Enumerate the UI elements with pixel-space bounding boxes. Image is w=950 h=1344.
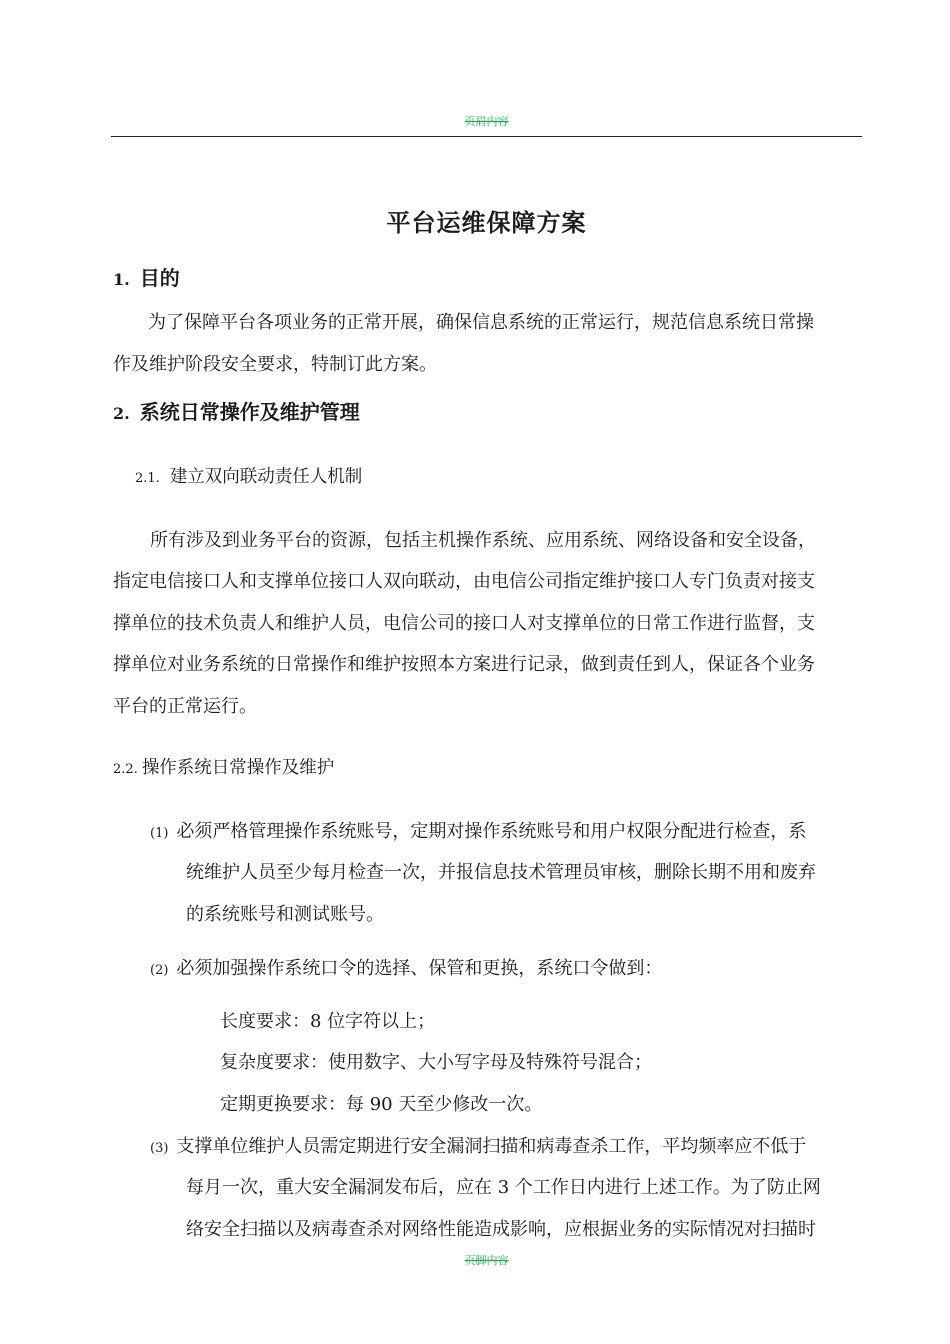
subsection-2-1-title: 建立双向联动责任人机制 — [169, 467, 363, 487]
subsection-2-1-line-1: 所有涉及到业务平台的资源，包括主机操作系统、应用系统、网络设备和安全设备， — [150, 530, 816, 551]
subsection-2-1-number: 2.1. — [135, 471, 160, 486]
section-1-line-2: 作及维护阶段安全要求，特制订此方案。 — [113, 354, 437, 375]
item-2-req-complexity: 复杂度要求：使用数字、大小写字母及特殊符号混合； — [220, 1052, 652, 1073]
subsection-2-2-title: 操作系统日常操作及维护 — [141, 758, 335, 778]
header-mark: 页眉内容 — [464, 115, 509, 128]
item-2-req-length: 长度要求：8 位字符以上； — [220, 1011, 436, 1032]
header-rule — [111, 136, 862, 137]
item-1-line-2: 统维护人员至少每月检查一次，并报信息技术管理员审核，删除长期不用和废弃 — [186, 862, 816, 883]
item-2-line — [150, 954, 662, 980]
section-1-line-1: 为了保障平台各项业务的正常开展，确保信息系统的正常运行，规范信息系统日常操 — [148, 312, 814, 333]
section-2-title: 系统日常操作及维护管理 — [139, 400, 360, 424]
section-1-heading — [113, 262, 180, 291]
item-2-req-rotation: 定期更换要求：每 90 天至少修改一次。 — [220, 1094, 543, 1115]
subsection-2-1-line-4: 撑单位对业务系统的日常操作和维护按照本方案进行记录，做到责任到人，保证各个业务 — [113, 654, 815, 675]
item-1-line-3: 的系统账号和测试账号。 — [186, 904, 384, 925]
item-2-number: (2) — [150, 963, 169, 978]
section-2-number: 2. — [113, 404, 130, 423]
item-1-line-1 — [150, 817, 806, 843]
item-3-line-2: 每月一次，重大安全漏洞发布后，应在 3 个工作日内进行上述工作。为了防止网 — [186, 1177, 821, 1198]
item-2-text: 必须加强操作系统口令的选择、保管和更换，系统口令做到： — [176, 958, 663, 979]
section-1-number: 1. — [113, 270, 130, 289]
document-title: 平台运维保障方案 — [386, 209, 587, 237]
subsection-2-1-line-3: 撑单位的技术负责人和维护人员，电信公司的接口人对支撑单位的日常工作进行监督，支 — [113, 613, 815, 634]
item-3-line-3: 络安全扫描以及病毒查杀对网络性能造成影响，应根据业务的实际情况对扫描时 — [186, 1219, 816, 1240]
subsection-2-1-line-2: 指定电信接口人和支撑单位接口人双向联动，由电信公司指定维护接口人专门负责对接支 — [113, 571, 815, 592]
footer-mark: 页脚内容 — [464, 1254, 509, 1267]
item-3-number: (3) — [150, 1141, 169, 1156]
subsection-2-1-line-5: 平台的正常运行。 — [113, 696, 257, 717]
section-2-heading — [113, 396, 360, 425]
item-1-text: 必须严格管理操作系统账号，定期对操作系统账号和用户权限分配进行检查，系 — [176, 821, 807, 842]
section-1-title: 目的 — [139, 266, 180, 290]
item-3-text: 支撑单位维护人员需定期进行安全漏洞扫描和病毒查杀工作，平均频率应不低于 — [176, 1136, 807, 1157]
subsection-2-2-heading — [113, 754, 334, 779]
subsection-2-2-number: 2.2. — [113, 762, 138, 777]
item-3-line-1 — [150, 1132, 806, 1158]
subsection-2-1-heading — [135, 463, 362, 488]
item-1-number: (1) — [150, 826, 169, 841]
